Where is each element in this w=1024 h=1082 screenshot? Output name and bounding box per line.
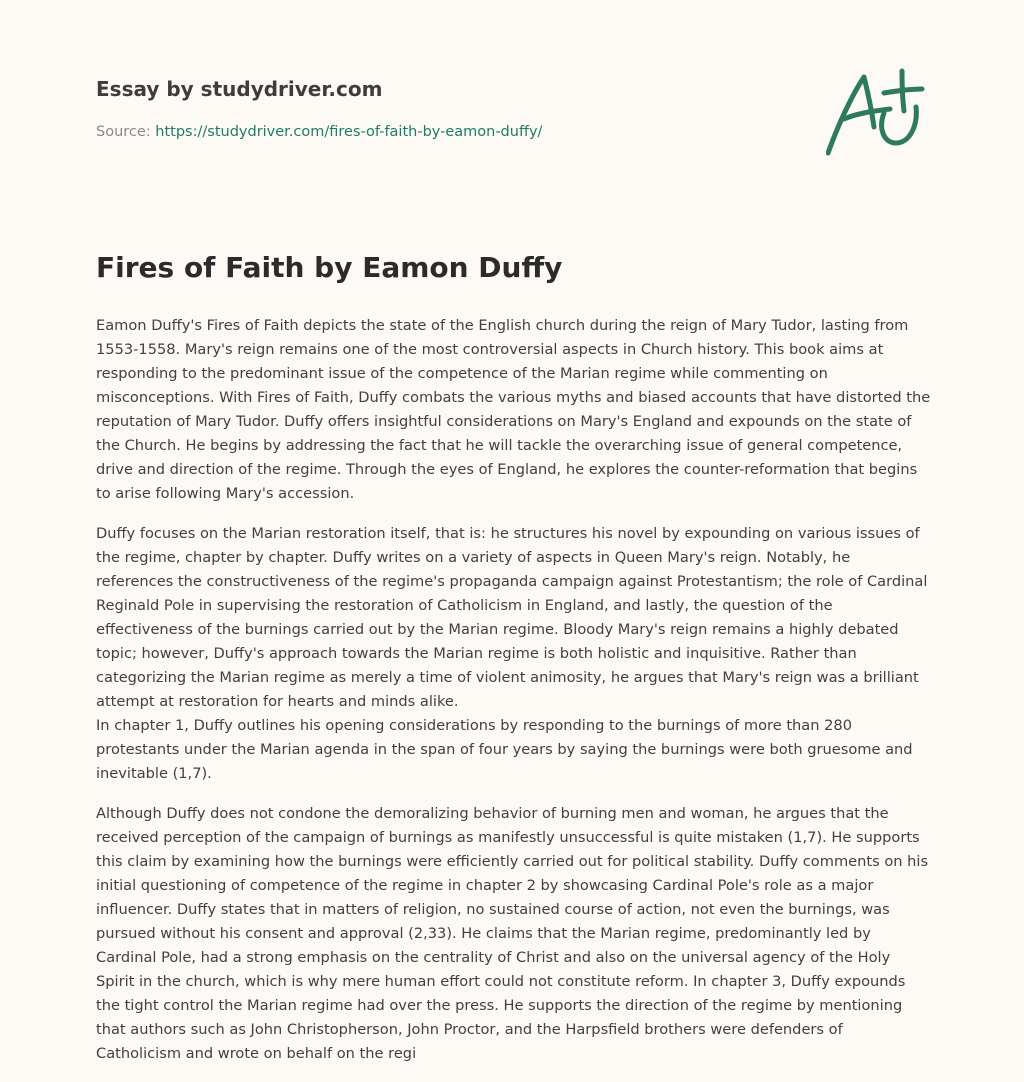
paragraph: In chapter 1, Duffy outlines his opening considerations by responding to the burnings of more than 280 protestants under the Marian agenda in the span of four years by saying the burnings were both gruesome and inevitable (1,7). — [96, 717, 913, 782]
source-line — [96, 124, 542, 140]
paragraph: Eamon Duffy's Fires of Faith depicts the state of the English church during the reign of Mary Tudor, lasting from 1553-1558. Mary's reign remains one of the most controversial aspects in Church history. This book aims at responding to the predominant issue of the competence of the Marian regime while commenting on misconceptions. With Fires of Faith, Duffy combats the various myths and biased accounts that have distorted the reputation of Mary Tudor. Duffy offers insightful considerations on Mary's England and expounds on the state of the Church. He begins by addressing the fact that he will tackle the overarching issue of general competence, drive and direction of the regime. Through the eyes of England, he explores the counter-reformation that begins to arise following Mary's accession. — [96, 317, 931, 502]
a-plus-logo-icon — [826, 67, 928, 165]
source-link[interactable]: https://studydriver.com/fires-of-faith-by-eamon-duffy/ — [155, 124, 543, 140]
source-label: Source: — [96, 124, 151, 140]
article-body — [96, 314, 932, 1082]
page-header — [96, 72, 928, 202]
paragraph: Although Duffy does not condone the demoralizing behavior of burning men and woman, he argues that the received perception of the campaign of burnings as manifestly unsuccessful is quite mistaken (1,7). He supports this claim by examining how the burnings were efficiently carried out for political stability. Duffy comments on his initial questioning of competence of the regime in chapter 2 by showcasing Cardinal Pole's role as a major influencer. Duffy states that in matters of religion, no sustained course of action, not even the burnings, was pursued without his consent and approval (2,33). He claims that the Marian regime, predominantly led by Cardinal Pole, had a strong emphasis on the centrality of Christ and also on the universal agency of the Holy Spirit in the church, which is why mere human effort could not constitute reform. In chapter 3, Duffy expounds the tight control the Marian regime had over the press. He supports the direction of the regime by mentioning that authors such as John Christopherson, John Proctor, and the Harpsfield brothers were defenders of Catholicism and wrote on behalf on the regi — [96, 805, 929, 1062]
brand-title: Essay by studydriver.com — [96, 77, 383, 101]
paragraph: Duffy focuses on the Marian restoration itself, that is: he structures his novel by expounding on various issues of the regime, chapter by chapter. Duffy writes on a variety of aspects in Queen Mary's reign. Notably, he references the constructiveness of the regime's propaganda campaign against Protestantism; the role of Cardinal Reginald Pole in supervising the restoration of Catholicism in England, and lastly, the question of the effectiveness of the burnings carried out by the Marian regime. Bloody Mary's reign remains a highly debated topic; however, Duffy's approach towards the Marian regime is both holistic and inquisitive. Rather than categorizing the Marian regime as merely a time of violent animosity, he argues that Mary's reign was a brilliant attempt at restoration for hearts and minds alike. — [96, 525, 928, 710]
page-title: Fires of Faith by Eamon Duffy — [96, 251, 563, 284]
